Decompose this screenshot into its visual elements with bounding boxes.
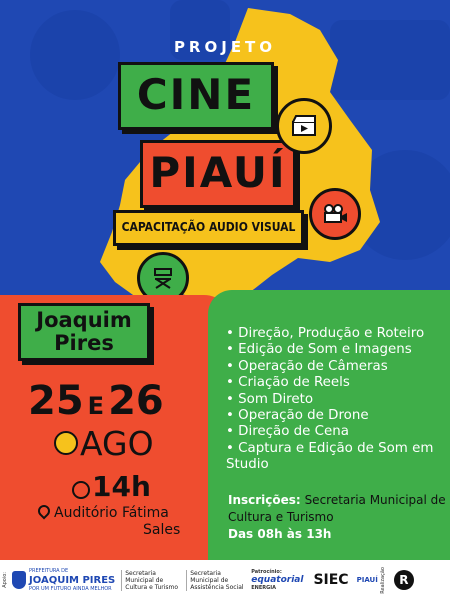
realization-logo-icon: R — [394, 570, 414, 590]
project-label: PROJETO — [173, 38, 277, 56]
venue-line2: Sales — [143, 522, 181, 538]
venue-line1: Auditório Fátima — [54, 505, 169, 521]
title-piaui: PIAUÍ — [140, 140, 296, 208]
topic-item: • Operação de Câmeras — [226, 359, 448, 375]
registration-info — [228, 492, 446, 543]
topics-list — [226, 326, 448, 474]
city-hall-slogan: POR UM FUTURO AINDA MELHOR — [29, 585, 112, 592]
date-day1: 25 — [28, 378, 84, 424]
movie-camera-pin-icon — [309, 188, 361, 240]
venue — [38, 505, 228, 539]
piaui-government-logo: PIAUÍ — [356, 576, 378, 584]
event-time: 14h — [92, 470, 151, 503]
clapperboard-pin-icon — [276, 98, 332, 154]
clock-icon — [72, 481, 90, 499]
topic-item: • Direção, Produção e Roteiro — [226, 326, 448, 342]
sponsor-footer — [0, 560, 450, 600]
city-text: Joaquim Pires — [36, 308, 132, 355]
title-cine: CINE — [118, 62, 274, 130]
realization-label: Realização — [379, 566, 386, 594]
topic-item: • Operação de Drone — [226, 408, 448, 424]
registration-label: Inscrições: — [228, 493, 301, 507]
support-label: Apoio: — [2, 572, 8, 588]
culture-secretariat: Secretaria Municipal de Cultura e Turismo — [121, 570, 180, 591]
registration-text: Secretaria Municipal de Cultura e Turismo — [228, 493, 446, 524]
equatorial-logo — [251, 569, 303, 591]
equatorial-name: equatorial — [251, 575, 304, 585]
city-crest-icon — [12, 571, 26, 589]
city-name — [18, 303, 150, 361]
date-day2: 26 — [108, 378, 164, 424]
topic-item: • Criação de Reels — [226, 375, 448, 391]
topic-item: • Captura e Edição de Som em Studio — [226, 441, 448, 474]
event-dates — [28, 378, 164, 424]
subtitle-box: CAPACITAÇÃO AUDIO VISUAL — [113, 210, 304, 246]
city-hall-logo — [12, 568, 115, 593]
social-secretariat: Secretaria Municipal de Assistência Social — [186, 570, 245, 591]
calendar-icon — [54, 431, 78, 455]
city-hall-name: JOAQUIM PIRES — [29, 574, 116, 586]
location-pin-icon — [36, 503, 53, 520]
registration-hours: Das 08h às 13h — [228, 527, 332, 541]
date-connector: E — [87, 392, 105, 420]
siec-logo: SIEC — [313, 572, 349, 588]
equatorial-sub: ENERGIA — [251, 585, 276, 591]
topic-item: • Direção de Cena — [226, 424, 448, 440]
topic-item: • Edição de Som e Imagens — [226, 342, 448, 358]
city-hall-top: PREFEITURA DE — [29, 567, 69, 574]
topic-item: • Som Direto — [226, 392, 448, 408]
sponsorship-label: Patrocínio: — [251, 569, 282, 575]
event-month: AGO — [80, 424, 154, 463]
